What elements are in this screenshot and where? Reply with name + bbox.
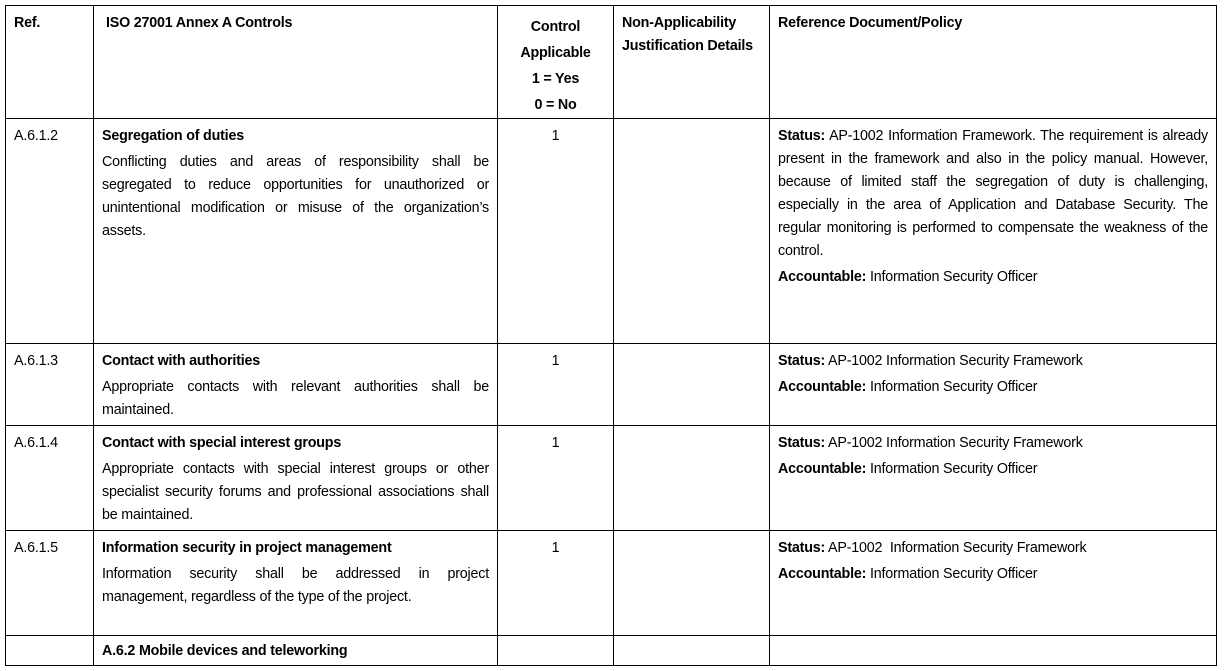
justification-cell bbox=[614, 426, 770, 531]
status-line bbox=[778, 432, 1208, 455]
accountable-text: Information Security Officer bbox=[869, 269, 1038, 285]
accountable-line bbox=[778, 376, 1208, 399]
table-row bbox=[6, 119, 1217, 344]
reference-cell bbox=[770, 426, 1217, 531]
accountable-label: Accountable: bbox=[778, 461, 867, 477]
status-label: Status: bbox=[778, 540, 826, 556]
control-cell bbox=[94, 344, 498, 426]
control-desc: Appropriate contacts with relevant authorities shall be maintained. bbox=[102, 379, 489, 418]
status-text: AP-1002 Information Security Framework bbox=[828, 435, 1083, 451]
status-line bbox=[778, 125, 1208, 263]
reference-cell bbox=[770, 531, 1217, 636]
control-cell bbox=[94, 531, 498, 636]
control-desc: Appropriate contacts with special interest groups or other specialist security forums and professional associations shall be maintained. bbox=[102, 461, 489, 523]
accountable-line bbox=[778, 563, 1208, 586]
header-row bbox=[6, 6, 1217, 119]
justification-cell bbox=[614, 119, 770, 344]
status-line bbox=[778, 350, 1208, 373]
header-reference: Reference Document/Policy bbox=[770, 6, 1217, 119]
header-applicable-line: Control bbox=[530, 19, 581, 35]
status-label: Status: bbox=[778, 435, 826, 451]
status-text: AP-1002 Information Security Framework bbox=[828, 540, 1087, 556]
ref-cell: A.6.1.2 bbox=[6, 119, 94, 344]
section-row bbox=[6, 636, 1217, 666]
accountable-line bbox=[778, 266, 1208, 289]
control-desc: Conflicting duties and areas of responsibility shall be segregated to reduce opportunities for unauthorized or unintentional modification or misuse of the organization’s assets. bbox=[102, 154, 489, 239]
justification-cell bbox=[614, 344, 770, 426]
table-row bbox=[6, 344, 1217, 426]
header-applicable-line: 1 = Yes bbox=[531, 71, 580, 87]
section-title: A.6.2 Mobile devices and teleworking bbox=[94, 636, 498, 666]
justification-cell bbox=[614, 531, 770, 636]
accountable-label: Accountable: bbox=[778, 379, 867, 395]
accountable-label: Accountable: bbox=[778, 566, 867, 582]
applicable-cell: 1 bbox=[498, 119, 614, 344]
header-applicable-line: 0 = No bbox=[534, 97, 577, 113]
ref-cell: A.6.1.5 bbox=[6, 531, 94, 636]
table-row bbox=[6, 426, 1217, 531]
accountable-label: Accountable: bbox=[778, 269, 867, 285]
control-title: Segregation of duties bbox=[102, 128, 244, 144]
status-label: Status: bbox=[778, 128, 826, 144]
justification-cell bbox=[614, 636, 770, 666]
header-controls: ISO 27001 Annex A Controls bbox=[94, 6, 498, 119]
accountable-text: Information Security Officer bbox=[869, 461, 1038, 477]
header-applicable bbox=[498, 6, 614, 119]
control-title: Contact with authorities bbox=[102, 353, 261, 369]
control-cell bbox=[94, 426, 498, 531]
reference-cell bbox=[770, 636, 1217, 666]
status-text: AP-1002 Information Security Framework bbox=[828, 353, 1083, 369]
applicable-cell: 1 bbox=[498, 531, 614, 636]
iso-controls-table bbox=[5, 5, 1217, 666]
reference-cell bbox=[770, 119, 1217, 344]
accountable-line bbox=[778, 458, 1208, 481]
header-justification: Non-Applicability Justification Details bbox=[614, 6, 770, 119]
accountable-text: Information Security Officer bbox=[869, 379, 1038, 395]
ref-cell: A.6.1.4 bbox=[6, 426, 94, 531]
control-title: Information security in project management bbox=[102, 540, 392, 556]
status-line bbox=[778, 537, 1208, 560]
ref-cell: A.6.1.3 bbox=[6, 344, 94, 426]
accountable-text: Information Security Officer bbox=[869, 566, 1038, 582]
control-title: Contact with special interest groups bbox=[102, 435, 342, 451]
ref-cell bbox=[6, 636, 94, 666]
applicable-cell bbox=[498, 636, 614, 666]
applicable-cell: 1 bbox=[498, 344, 614, 426]
header-ref: Ref. bbox=[6, 6, 94, 119]
status-text: AP-1002 Information Framework. The requirement is already present in the framework and also in the policy manual. However, because of limited staff the segregation of duty is challenging, especially in the area of Application and Database Security. The regular monitoring is performed to compensate the weakness of the control. bbox=[778, 128, 1209, 259]
table-row bbox=[6, 531, 1217, 636]
control-cell bbox=[94, 119, 498, 344]
header-applicable-line: Applicable bbox=[520, 45, 591, 61]
status-label: Status: bbox=[778, 353, 826, 369]
applicable-cell: 1 bbox=[498, 426, 614, 531]
control-desc: Information security shall be addressed in project management, regardless of the type of the project. bbox=[102, 566, 489, 605]
reference-cell bbox=[770, 344, 1217, 426]
